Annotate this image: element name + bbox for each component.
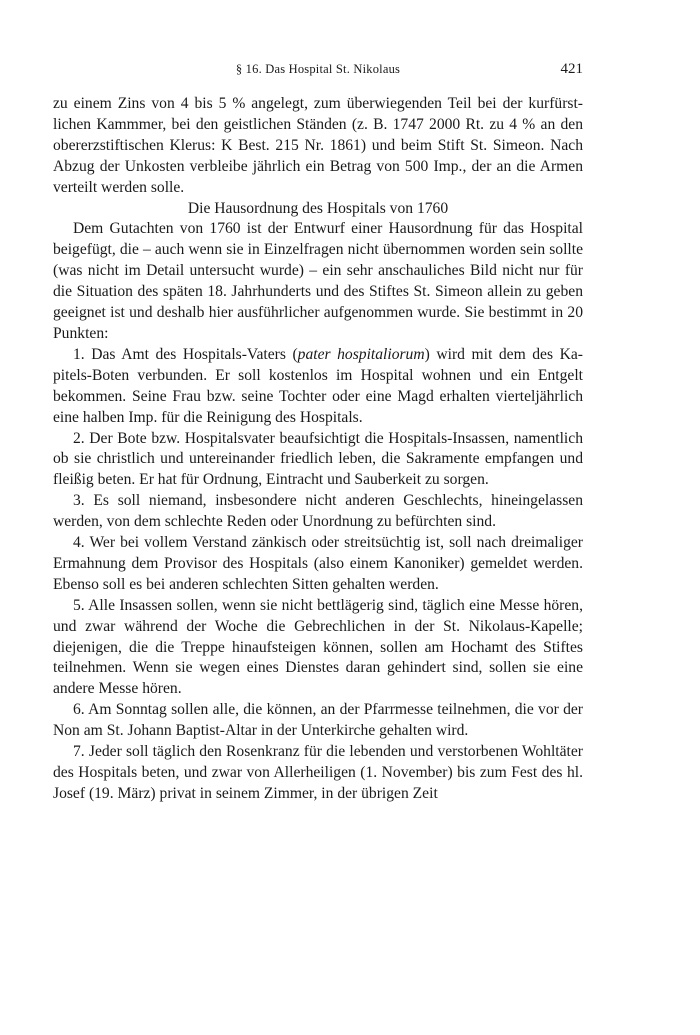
section-intro-paragraph: Dem Gutachten von 1760 ist der Entwurf einer Hausordnung für das Hospital beigefügt, die – auch wenn sie in Einzelfragen nicht übernommen worden sein sollte (was nicht im Detail untersucht wurde) – ein sehr anschauliches Bild nicht nur für die Situation des späten 18. Jahrhunderts und des Stiftes St. Simeon allein zu geben geeignet ist und deshalb hier ausführlicher aufgenommen wurde. Sie bestimmt in 20 Punkten:	[53, 220, 583, 342]
rule-item-1-text-before: 1. Das Amt des Hospitals-Vaters (	[73, 345, 298, 363]
rule-item-5: 5. Alle Insassen sollen, wenn sie nicht bettlägerig sind, täglich eine Messe hören, und zwar während der Woche die Gebrechlichen in der St. Nikolaus-Kapelle; diejenigen, die die Treppe hinaufsteigen können, sollen am Hochamt des Stiftes teilnehmen. Wenn sie wegen eines Dienstes daran gehindert sind, sollen sie eine andere Messe hören.	[53, 596, 583, 698]
rule-item-2: 2. Der Bote bzw. Hospitalsvater beaufsichtigt die Hospitals-Insassen, namentlich ob sie christlich und untereinander friedlich leben, die Sakramente empfangen und fleißig beten. Er hat für Ordnung, Eintracht und Sauberkeit zu sorgen.	[53, 429, 583, 489]
rule-item-7: 7. Jeder soll täglich den Rosenkranz für die lebenden und verstorbenen Wohltäter des Hospitals beten, und zwar von Allerheiligen (1. November) bis zum Fest des hl. Josef (19. März) privat in seinem Zimmer, in der übrigen Zeit	[53, 743, 583, 802]
rule-item-6: 6. Am Sonntag sollen alle, die können, an der Pfarrmesse teilnehmen, die vor der Non am St. Johann Baptist-Altar in der Unterkirche gehalten wird.	[53, 701, 583, 740]
rule-item-1-italic-term: pater hospitaliorum	[297, 345, 425, 363]
running-head	[53, 62, 583, 82]
page-number: 421	[560, 61, 583, 77]
document-page	[53, 0, 583, 1035]
section-heading: Die Hausordnung des Hospitals von 1760	[187, 199, 449, 217]
running-title: § 16. Das Hospital St. Nikolaus	[235, 62, 401, 76]
intro-paragraph: zu einem Zins von 4 bis 5 % angelegt, zum überwiegenden Teil bei der kurfürstlichen Kammmer, bei den geistlichen Ständen (z. B. 1747 2000 Rt. zu 4 % an den obererzstiftischen Klerus: K Best. 215 Nr. 1861) und beim Stift St. Simeon. Nach Abzug der Unkosten verbleibe jährlich ein Betrag von 500 Imp., der an die Armen verteilt werden solle.	[53, 95, 583, 196]
body-text	[53, 94, 583, 805]
rule-item-4: 4. Wer bei vollem Verstand zänkisch oder streitsüchtig ist, soll nach dreimaliger Ermahnung dem Provisor des Hospitals (also einem Kanoniker) gemeldet werden. Ebenso soll es bei anderen schlechten Sitten gehalten werden.	[53, 534, 583, 593]
rule-item-1	[53, 345, 583, 429]
rule-item-3: 3. Es soll niemand, insbesondere nicht anderen Geschlechts, hineingelassen werden, von dem schlechte Reden oder Unordnung zu befürchten sind.	[53, 492, 583, 531]
rule-item-1-text-after: ) wird mit dem des Kapitels-Boten verbunden. Er soll kostenlos im Hospital wohnen und ein Entgelt bekommen. Seine Frau bzw. seine Tochter oder eine Magd erhalten vierteljährlich eine halben Imp. für die Reinigung des Hospitals.	[53, 345, 583, 426]
